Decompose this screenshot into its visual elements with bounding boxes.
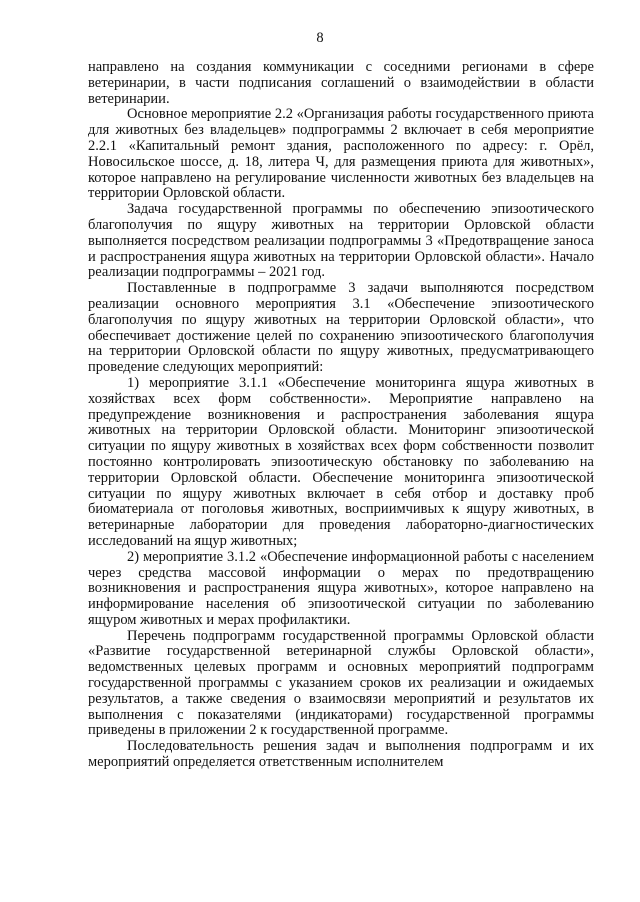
- paragraph-continuation: направлено на создания коммуникации с соседними регионами в сфере ветеринарии, в части подписания соглашений о взаимодействии в области ветеринарии.: [88, 59, 594, 107]
- list-item: 1) мероприятие 3.1.1 «Обеспечение мониторинга ящура животных в хозяйствах всех форм собственности». Мероприятие направлено на предупреждение возникновения и распространения заболевания ящура животных на территории Орловской области. Мониторинг эпизоотической ситуации по ящуру животных в хозяйствах всех форм собственности позволит постоянно контролировать эпизоотическую обстановку по заболеванию на территории Орловской области. Обеспечение мониторинга эпизоотической ситуации по ящуру животных включает в себя отбор и доставку проб биоматериала от поголовья животных, восприимчивых к ящуру животных, в ветеринарные лаборатории для проведения лабораторно-диагностических исследований на ящур животных;: [88, 374, 594, 549]
- paragraph: Основное мероприятие 2.2 «Организация работы государственного приюта для животных без владельцев» подпрограммы 2 включает в себя мероприятие 2.2.1 «Капитальный ремонт здания, расположенного по адресу: г. Орёл, Новосильское шоссе, д. 18, литера Ч, для размещения приюта для животных», которое направлено на регулирование численности животных без владельцев на территории Орловской области.: [88, 106, 594, 202]
- paragraph: Последовательность решения задач и выполнения подпрограмм и их мероприятий определяется ответственным исполнителем: [88, 738, 594, 771]
- list-item: 2) мероприятие 3.1.2 «Обеспечение информационной работы с населением через средства массовой информации о мерах по предотвращению возникновения и распространения ящура животных», которое направлено на информирование населения об эпизоотической ситуации по заболеванию ящуром животных и мерах профилактики.: [88, 548, 594, 628]
- page-number: 8: [316, 30, 324, 46]
- paragraph: Поставленные в подпрограмме 3 задачи выполняются посредством реализации основного мероприятия 3.1 «Обеспечение эпизоотического благополучия по ящуру животных на территории Орловской области», что обеспечивает достижение целей по сохранению эпизоотического благополучия на территории Орловской области по ящуру животных, предусматривающего проведение следующих мероприятий:: [88, 280, 594, 376]
- paragraph: Задача государственной программы по обеспечению эпизоотического благополучия по ящуру животных на территории Орловской области выполняется посредством реализации подпрограммы 3 «Предотвращение заноса и распространения ящура животных на территории Орловской области». Начало реализации подпрограммы – 2021 год.: [88, 201, 594, 281]
- paragraph: Перечень подпрограмм государственной программы Орловской области «Развитие государственной ветеринарной службы Орловской области», ведомственных целевых программ и основных мероприятий подпрограмм государственной программы с указанием сроков их реализации и ожидаемых результатов, а также сведения о взаимосвязи мероприятий и результатов их выполнения с показателями (индикаторами) государственной программы приведены в приложении 2 к государственной программе.: [88, 627, 594, 739]
- document-body: [88, 60, 594, 771]
